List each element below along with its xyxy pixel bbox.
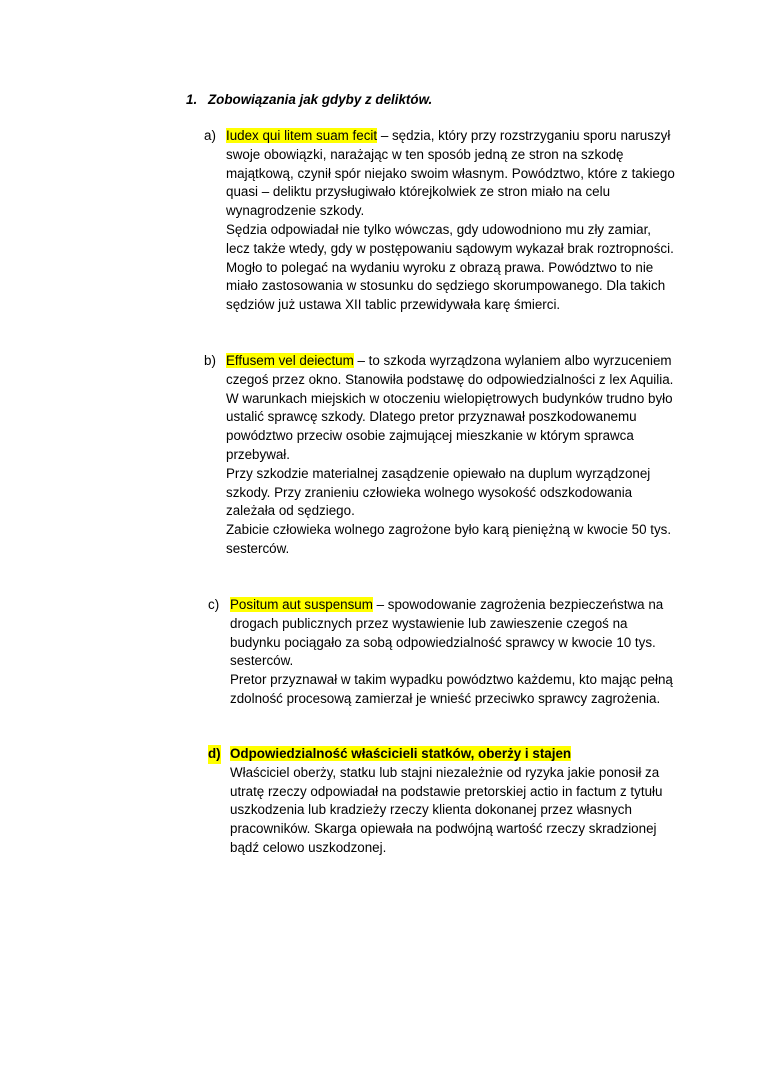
item-body bbox=[230, 745, 676, 858]
item-body bbox=[226, 352, 676, 559]
item-marker: c) bbox=[208, 597, 220, 612]
item-lead-text: – to szkoda wyrządzona wylaniem albo wyrzuceniem czegoś przez okno. Stanowiła podstawę do odpowiedzialności z lex Aquilia. bbox=[226, 353, 674, 387]
item-paragraph: Właściciel oberży, statku lub stajni niezależnie od ryzyka jakie ponosił za utratę rzeczy odpowiadał na podstawie pretorskiej actio in factum z tytułu uszkodzenia lub kradzieży rzeczy klienta dokonanej przez własnych pracowników. Skarga opiewała na podwójną wartość rzeczy skradzionej bądź celowo uszkodzonej. bbox=[230, 764, 663, 855]
item-paragraph: Pretor przyznawał w takim wypadku powództwo każdemu, kto mając pełną zdolność procesową zamierzał je wnieść przeciwko sprawcy zagrożenia. bbox=[230, 672, 673, 706]
item-marker: d) bbox=[208, 745, 221, 764]
item-body bbox=[226, 127, 676, 315]
item-lead-paragraph bbox=[226, 127, 676, 221]
item-paragraph: Zabicie człowieka wolnego zagrożone było karą pieniężną w kwocie 50 tys. sesterców. bbox=[226, 522, 672, 556]
item-lead-paragraph bbox=[226, 352, 676, 390]
item-body bbox=[230, 596, 676, 709]
item-lead-text: – spowodowanie zagrożenia bezpieczeństwa na drogach publicznych przez wystawienie lub zawieszenie czegoś na budynku pociągało za sobą odpowiedzialność sprawcy w kwocie 10 tys. sesterców. bbox=[230, 597, 664, 669]
heading-title: Zobowiązania jak gdyby z deliktów. bbox=[208, 92, 433, 107]
highlighted-term: Iudex qui litem suam fecit bbox=[226, 128, 378, 143]
highlighted-term: Odpowiedzialność właścicieli statków, oberży i stajen bbox=[230, 746, 572, 761]
section-heading bbox=[186, 92, 432, 107]
item-lead-text: – sędzia, który przy rozstrzyganiu sporu naruszył swoje obowiązki, narażając w ten sposób jedną ze stron na szkodę majątkową, czynił spór niejako swoim własnym. Powództwo, które z takiego quasi – deliktu przysługiwało którejkolwiek ze stron miało na celu wynagrodzenie szkody. bbox=[226, 128, 675, 219]
item-paragraph: W warunkach miejskich w otoczeniu wielopiętrowych budynków trudno było ustalić sprawcę szkody. Dlatego pretor przyznawał poszkodowanemu powództwo przeciw osobie zajmującej mieszkanie w którym sprawca przebywał. bbox=[226, 390, 673, 462]
heading-number: 1. bbox=[186, 92, 198, 107]
item-paragraph: Sędzia odpowiadał nie tylko wówczas, gdy udowodniono mu zły zamiar, lecz także wtedy, gdy w postępowaniu sądowym wykazał brak roztropności. Mogło to polegać na wydaniu wyroku z obrazą prawa. Powództwo to nie miało zastosowania w stosunku do sędziego skorumpowanego. Dla takich sędziów już ustawa XII tablic przewidywała karę śmierci. bbox=[226, 221, 674, 313]
item-paragraph: Przy szkodzie materialnej zasądzenie opiewało na duplum wyrządzonej szkody. Przy zranieniu człowieka wolnego wysokość odszkodowania zależała od sędziego. bbox=[226, 465, 651, 519]
item-marker: b) bbox=[204, 353, 216, 368]
highlighted-term: Positum aut suspensum bbox=[230, 597, 373, 612]
item-lead-paragraph bbox=[230, 745, 676, 764]
item-lead-paragraph bbox=[230, 596, 676, 671]
item-marker: a) bbox=[204, 128, 216, 143]
highlighted-term: Effusem vel deiectum bbox=[226, 353, 354, 368]
